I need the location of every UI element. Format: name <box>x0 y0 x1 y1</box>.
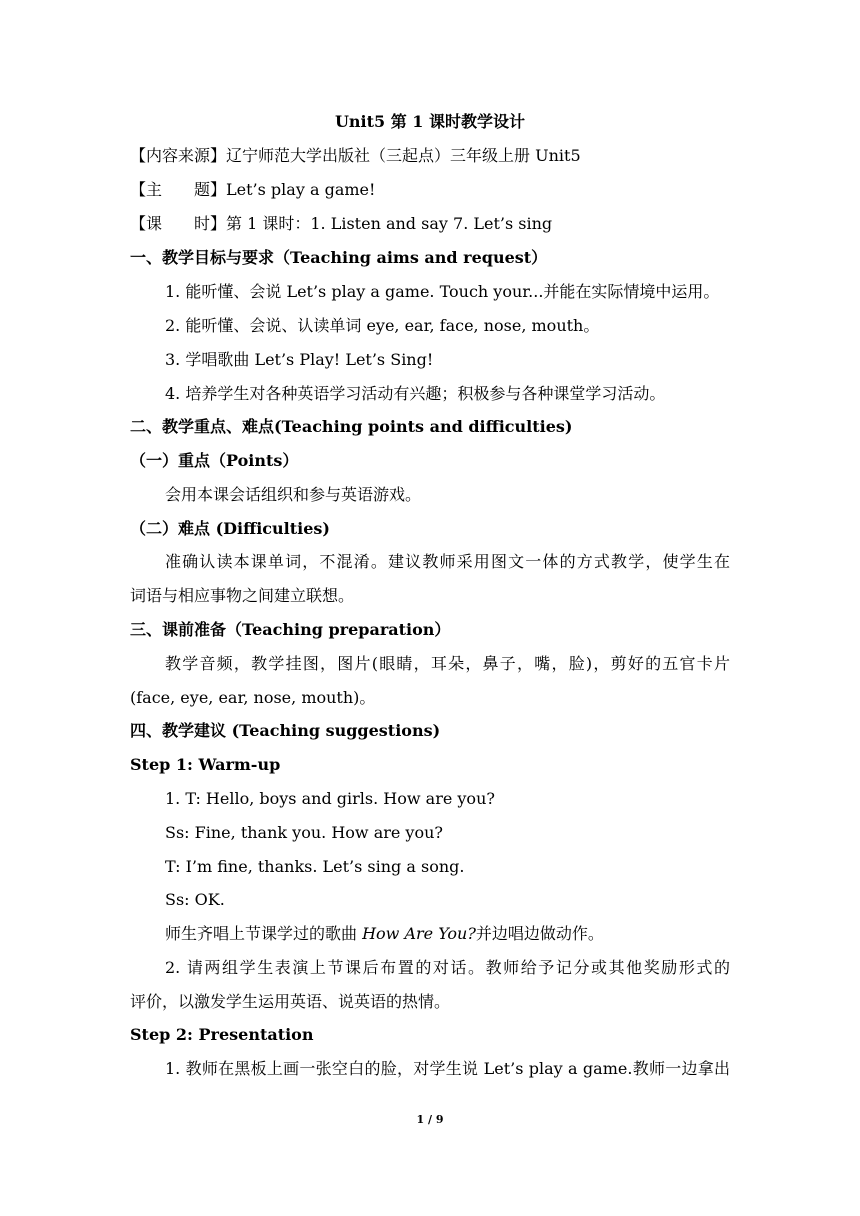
document-title: Unit5 第 1 课时教学设计 <box>334 112 526 131</box>
step2-item1-line1: 1. 教师在黑板上画一张空白的脸，对学生说 Let’s play a game.教师一边拿出 <box>165 1059 730 1078</box>
step1-song-title: How Are You? <box>362 924 476 943</box>
section1-item-1: 1. 能听懂、会说 Let’s play a game. Touch your...并能在实际情境中运用。 <box>165 282 720 301</box>
section1-heading: 一、教学目标与要求（Teaching aims and request） <box>130 248 548 267</box>
section2-sub1-heading: （一）重点（Points） <box>130 451 299 470</box>
step1-dialog-line-3: T: I’m fine, thanks. Let’s sing a song. <box>165 857 465 876</box>
section3-text-line2: (face, eye, ear, nose, mouth)。 <box>130 688 376 707</box>
step1-song-post: 并边唱边做动作。 <box>475 924 604 943</box>
meta-topic-value: Let’s play a game! <box>226 180 376 199</box>
meta-topic-key: 【主 题】 <box>130 180 227 199</box>
section4-heading: 四、教学建议 (Teaching suggestions) <box>130 721 441 740</box>
meta-period-key: 【课 时】 <box>130 214 227 233</box>
meta-topic <box>130 180 730 200</box>
step1-heading: Step 1: Warm-up <box>130 755 281 774</box>
section2-heading: 二、教学重点、难点(Teaching points and difficulties) <box>130 417 573 436</box>
section2-sub2-text-line2: 词语与相应事物之间建立联想。 <box>130 586 355 605</box>
step1-dialog-line-1: 1. T: Hello, boys and girls. How are you? <box>165 789 495 808</box>
meta-source <box>130 146 730 166</box>
step1-dialog-line-4: Ss: OK. <box>165 890 225 909</box>
step1-dialog-line-2: Ss: Fine, thank you. How are you? <box>165 823 443 842</box>
step2-heading: Step 2: Presentation <box>130 1025 314 1044</box>
section1-item-2: 2. 能听懂、会说、认读单词 eye, ear, face, nose, mouth。 <box>165 316 600 335</box>
meta-period <box>130 214 730 234</box>
section1-item-3: 3. 学唱歌曲 Let’s Play! Let’s Sing! <box>165 350 434 369</box>
section3-text-line1: 教学音频，教学挂图，图片(眼睛，耳朵，鼻子，嘴，脸)，剪好的五官卡片 <box>165 654 730 673</box>
step1-item2-line1: 2. 请两组学生表演上节课后布置的对话。教师给予记分或其他奖励形式的 <box>165 958 730 977</box>
meta-source-key: 【内容来源】 <box>130 146 227 165</box>
meta-period-value: 第 1 课时：1. Listen and say 7. Let’s sing <box>226 214 553 233</box>
section2-sub2-heading: （二）难点 (Difficulties) <box>130 519 330 538</box>
section3-heading: 三、课前准备（Teaching preparation） <box>130 620 451 639</box>
step1-song-line <box>165 924 765 944</box>
section2-sub2-text-line1: 准确认读本课单词，不混淆。建议教师采用图文一体的方式教学，使学生在 <box>165 552 730 571</box>
section2-sub1-text: 会用本课会话组织和参与英语游戏。 <box>165 485 422 504</box>
step1-item2-line2: 评价，以激发学生运用英语、说英语的热情。 <box>130 992 451 1011</box>
step1-song-pre: 师生齐唱上节课学过的歌曲 <box>165 924 363 943</box>
meta-source-value: 辽宁师范大学出版社（三起点）三年级上册 Unit5 <box>226 146 581 165</box>
section1-item-4: 4. 培养学生对各种英语学习活动有兴趣；积极参与各种课堂学习活动。 <box>165 384 666 403</box>
page-number: 1 / 9 <box>416 1113 444 1126</box>
